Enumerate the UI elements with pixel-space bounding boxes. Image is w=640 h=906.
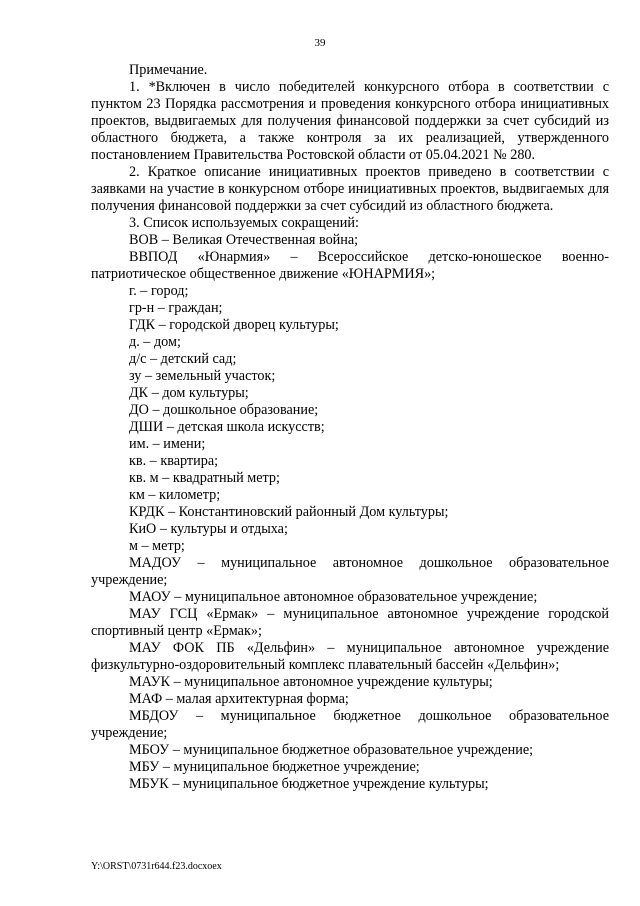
- note-paragraph-1: 1. *Включен в число победителей конкурсного отбора в соответствии с пунктом 23 Порядка рассмотрения и проведения конкурсного отбора инициативных проектов, выдвигаемых для получения финансовой поддержки за счет субсидий из областного бюджета, а также контроля за их реализацией, утвержденного постановлением Правительства Ростовской области от 05.04.2021 № 280.: [91, 79, 609, 163]
- abbreviation-item: МАУ ФОК ПБ «Дельфин» – муниципальное автономное учреждение физкультурно-оздоровительный комплекс плавательный бассейн «Дельфин»;: [91, 640, 609, 673]
- abbreviation-item: МБУ – муниципальное бюджетное учреждение;: [129, 759, 420, 775]
- abbreviation-item: КиО – культуры и отдыха;: [129, 521, 288, 537]
- abbreviation-item: МАУК – муниципальное автономное учреждение культуры;: [129, 674, 493, 690]
- abbreviation-item: МБУК – муниципальное бюджетное учреждение культуры;: [129, 776, 489, 792]
- abbreviation-item: кв. м – квадратный метр;: [129, 470, 280, 486]
- abbreviation-item: ВОВ – Великая Отечественная война;: [129, 232, 359, 248]
- abbreviation-item: МАФ – малая архитектурная форма;: [129, 691, 349, 707]
- abbreviation-item: им. – имени;: [129, 436, 206, 452]
- abbreviation-item: ВВПОД «Юнармия» – Всероссийское детско-юношеское военно-патриотическое общественное движение «ЮНАРМИЯ»;: [91, 249, 609, 282]
- document-body: [91, 62, 609, 793]
- abbreviation-item: кв. – квартира;: [129, 453, 219, 469]
- abbreviation-item: МБОУ – муниципальное бюджетное образовательное учреждение;: [129, 742, 534, 758]
- file-path-footer: Y:\ORST\0731r644.f23.docxoex: [91, 861, 222, 872]
- abbreviation-item: м – метр;: [129, 538, 185, 554]
- abbreviation-item: ГДК – городской дворец культуры;: [129, 317, 339, 333]
- abbreviation-item: ДК – дом культуры;: [129, 385, 249, 401]
- note-paragraph-2: 2. Краткое описание инициативных проектов приведено в соответствии с заявками на участие в конкурсном отборе инициативных проектов, выдвигаемых для получения финансовой поддержки за счет субсидий из областного бюджета.: [91, 164, 609, 214]
- note-paragraph-3: 3. Список используемых сокращений:: [129, 215, 359, 231]
- abbreviation-item: МБДОУ – муниципальное бюджетное дошкольное образовательное учреждение;: [91, 708, 609, 741]
- abbreviation-item: км – километр;: [129, 487, 221, 503]
- abbreviation-item: д. – дом;: [129, 334, 181, 350]
- abbreviation-item: зу – земельный участок;: [129, 368, 276, 384]
- page-number: 39: [314, 37, 326, 49]
- abbreviation-item: ДО – дошкольное образование;: [129, 402, 319, 418]
- note-heading: Примечание.: [129, 62, 208, 78]
- abbreviation-item: КРДК – Константиновский районный Дом культуры;: [129, 504, 449, 520]
- abbreviation-list: [91, 232, 609, 793]
- abbreviation-item: МАУ ГСЦ «Ермак» – муниципальное автономное учреждение городской спортивный центр «Ермак»;: [91, 606, 609, 639]
- abbreviation-item: г. – город;: [129, 283, 189, 299]
- abbreviation-item: МАДОУ – муниципальное автономное дошкольное образовательное учреждение;: [91, 555, 609, 588]
- abbreviation-item: МАОУ – муниципальное автономное образовательное учреждение;: [129, 589, 538, 605]
- abbreviation-item: ДШИ – детская школа искусств;: [129, 419, 325, 435]
- abbreviation-item: д/с – детский сад;: [129, 351, 237, 367]
- abbreviation-item: гр-н – граждан;: [129, 300, 223, 316]
